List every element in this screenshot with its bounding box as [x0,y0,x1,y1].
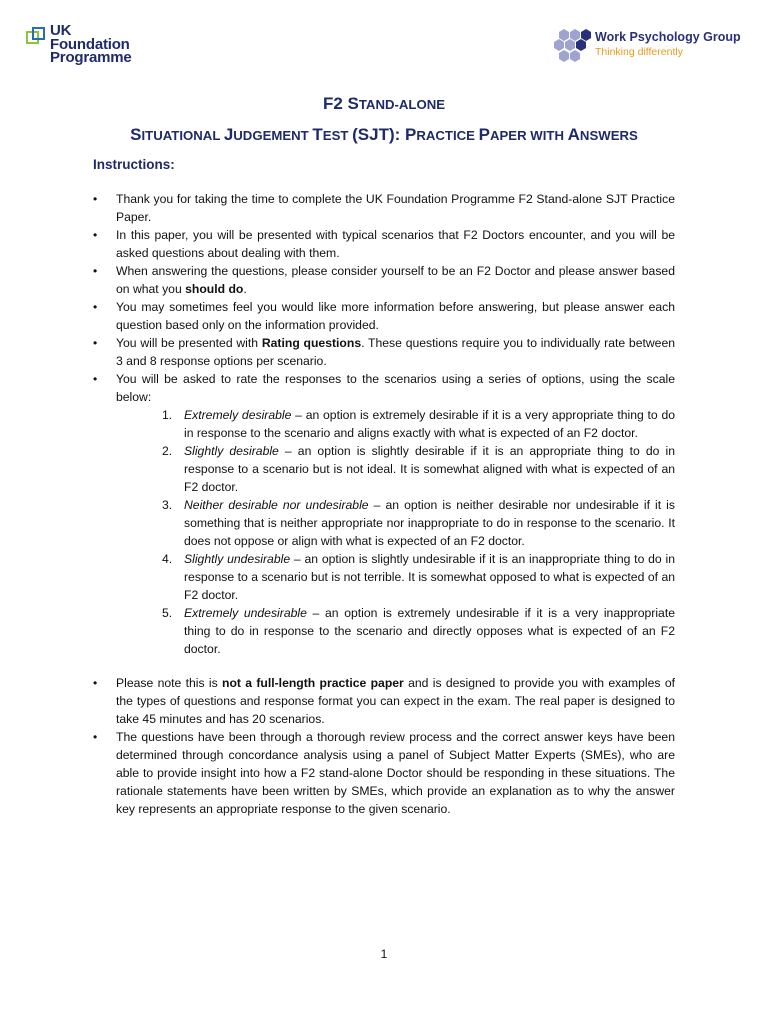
document-title-line1 [0,94,768,114]
scale-item [162,442,675,496]
scale-term: Slightly undesirable [184,552,291,566]
t2-a2: ITUATIONAL [141,128,224,143]
bullet-icon: • [93,228,98,242]
bullet-icon: • [93,264,98,278]
list-item [94,370,675,658]
list-item [94,334,675,370]
ukfp-logo-line2: Foundation [50,35,130,53]
list-item [94,190,675,226]
bullet-icon: • [93,372,98,386]
bullet-icon: • [93,300,98,314]
t2-e1: P [405,125,417,144]
wpg-logo [554,28,754,64]
list-item [94,298,675,334]
scale-description: – an option is neither desirable nor undesirable if it is something that is neither appropriate nor inappropriate to do in response to the scenario. It does not oppose or align with what is expected of an F2 doctor. [184,498,675,548]
t2-b2: UDGEMENT [233,128,313,143]
bullet-text: You will be asked to rate the responses to the scenarios using a series of options, using the scale below: [116,372,675,404]
rating-scale-list [116,406,675,658]
bullet-text: In this paper, you will be presented with typical scenarios that F2 Doctors encounter, and you will be asked questions about dealing with them. [116,228,675,260]
t2-b1: J [223,125,234,144]
scale-number: 5. [162,606,173,620]
scale-item [162,406,675,442]
bullet-bold-text: not a full-length practice paper [222,676,404,690]
bullet-text: Please note this is [116,676,222,690]
scale-description: – an option is extremely undesirable if it is a very inappropriate thing to do in response to the scenario and directly opposes what is expected of an F2 doctor. [184,606,675,656]
instructions-heading: Instructions: [93,157,175,172]
bullet-icon: • [93,730,98,744]
scale-item [162,496,675,550]
hexagon-cluster-icon [554,28,594,64]
instructions-body [94,190,675,818]
scale-number: 1. [162,408,173,422]
scale-term: Extremely undesirable [184,606,307,620]
scale-description: – an option is slightly desirable if it is an appropriate thing to do in response to a scenario but is not ideal. It is somewhat aligned with what is expected of an F2 doctor. [184,444,675,494]
scale-term: Extremely desirable [184,408,292,422]
ukfp-logo-line3: Programme [50,49,132,66]
bullet-list-2 [94,674,675,818]
bullet-text: The questions have been through a thorough review process and the correct answer keys have been determined through concordance analysis using a panel of Subject Matter Experts (SMEs), who are able to provide insight into how a F2 stand-alone Doctor should be responding in these situations. The rationale statements have been written by SMEs, which provide an explanation as to why the answer key represents an appropriate response to the given scenario. [116,730,675,816]
t2-d: (SJT): [352,125,405,144]
ukfp-squares-icon [26,27,46,47]
t2-g2: NSWERS [579,128,638,143]
wpg-name: Work Psychology Group [595,30,741,44]
bullet-icon: • [93,336,98,350]
list-item [94,226,675,262]
t2-g1: A [567,125,580,144]
wpg-tagline: Thinking differently [595,46,683,58]
bullet-bold-text: should do [185,282,244,296]
bullet-text: . These questions require you to individually rate between 3 and 8 response options per scenario. [116,336,676,368]
scale-description: – an option is extremely desirable if it is a very appropriate thing to do in response to the scenario and aligns exactly with what is expected of an F2 doctor. [184,408,676,440]
list-item [94,728,675,818]
scale-item [162,550,675,604]
spacer [94,658,675,674]
ukfp-logo [26,24,146,68]
scale-item [162,604,675,658]
bullet-text: and is designed to provide you with examples of the types of questions and response format you can expect in the exam. The real paper is designed to take 45 minutes and has 20 scenarios. [116,676,675,726]
title1-part-a: F2 S [322,94,359,113]
bullet-bold-text: Rating questions [261,336,362,350]
bullet-icon: • [93,676,98,690]
t2-c1: T [312,125,323,144]
scale-term: Slightly desirable [184,444,279,458]
scale-number: 3. [162,498,173,512]
title1-part-c: -ALONE [394,97,446,112]
t2-a1: S [130,125,142,144]
scale-description: – an option is slightly undesirable if it is an inappropriate thing to do in response to a scenario but is not terrible. It is somewhat opposed to what is expected of an F2 doctor. [184,552,675,602]
bullet-list [94,190,675,658]
t2-f2: APER WITH [489,128,568,143]
t2-f1: P [478,125,490,144]
t2-e2: RACTICE [416,128,479,143]
scale-term: Neither desirable nor undesirable [184,498,369,512]
ukfp-logo-line1: UK [50,22,72,39]
bullet-icon: • [93,192,98,206]
list-item [94,674,675,728]
bullet-text: You will be presented with [116,336,262,350]
page-number: 1 [380,947,388,961]
scale-number: 2. [162,444,173,458]
scale-number: 4. [162,552,173,566]
title1-part-b: TAND [358,97,395,112]
bullet-text: . [243,282,247,296]
bullet-text: Thank you for taking the time to complete the UK Foundation Programme F2 Stand-alone SJT Practice Paper. [116,192,675,224]
document-title-line2 [0,125,768,145]
bullet-text: You may sometimes feel you would like more information before answering, but please answer each question based only on the information provided. [116,300,675,332]
t2-c2: EST [322,128,353,143]
bullet-text: When answering the questions, please consider yourself to be an F2 Doctor and please answer based on what you [116,264,675,296]
list-item [94,262,675,298]
